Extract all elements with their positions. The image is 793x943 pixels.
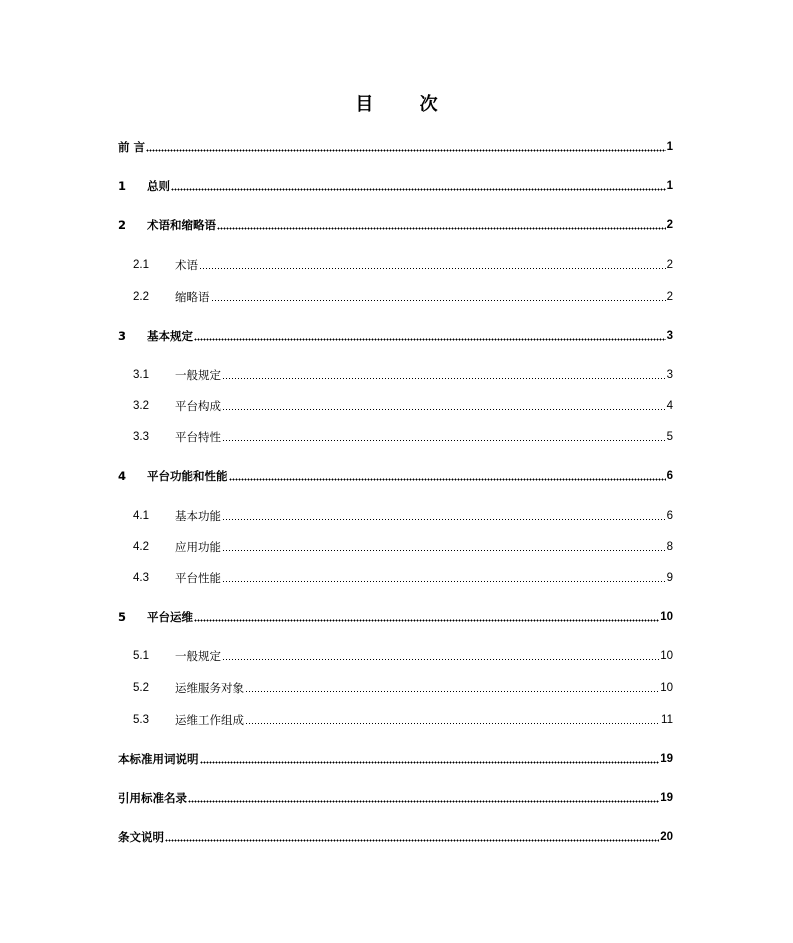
- toc-entry-page-number: 4: [666, 400, 673, 412]
- toc-entry[interactable]: [118, 138, 673, 156]
- toc-entry[interactable]: [133, 569, 673, 587]
- toc-entry[interactable]: [133, 507, 673, 525]
- toc-entry-number: 2: [118, 218, 127, 232]
- toc-entry-label: 基本规定: [147, 329, 193, 343]
- toc-entry[interactable]: [118, 467, 673, 485]
- toc-entry[interactable]: [133, 288, 673, 306]
- toc-entry[interactable]: [118, 216, 673, 234]
- toc-entry-label: 一般规定: [175, 368, 221, 382]
- toc-entry-page-number: 19: [660, 753, 673, 765]
- toc-entry-number: 4.3: [133, 572, 149, 584]
- dot-leader: [199, 266, 666, 270]
- dot-leader: [245, 721, 660, 725]
- toc-entry-label: 术语和缩略语: [147, 218, 216, 232]
- toc-entry[interactable]: [118, 608, 673, 626]
- toc-entry-label: 运维服务对象: [175, 681, 244, 695]
- toc-entry-label: 基本功能: [175, 509, 221, 523]
- toc-entry[interactable]: [118, 750, 673, 768]
- toc-entry-label: 缩略语: [175, 290, 210, 304]
- toc-entry[interactable]: [133, 647, 673, 665]
- toc-entry-page-number: 9: [666, 572, 673, 584]
- toc-entry-label: 应用功能: [175, 540, 221, 554]
- toc-entry-page-number: 6: [666, 470, 673, 482]
- dot-leader: [222, 438, 666, 442]
- toc-entry-number: 5: [118, 610, 127, 624]
- toc-entry-number: 3.3: [133, 431, 149, 443]
- toc-entry-number: 4: [118, 469, 127, 483]
- dot-leader: [194, 337, 666, 341]
- toc-entry-label: 运维工作组成: [175, 713, 244, 727]
- toc-entry-page-number: 5: [666, 431, 673, 443]
- toc-entry[interactable]: [133, 538, 673, 556]
- toc-entry-number: 3.2: [133, 400, 149, 412]
- dot-leader: [200, 760, 660, 764]
- toc-entry-number: 4.1: [133, 510, 149, 522]
- toc-entry-number: 3: [118, 329, 127, 343]
- toc-entry-page-number: 11: [661, 714, 673, 726]
- toc-entry-page-number: 3: [666, 369, 673, 381]
- toc-entry-label: 术语: [175, 258, 198, 272]
- toc-entry-page-number: 8: [666, 541, 673, 553]
- dot-leader: [222, 579, 666, 583]
- toc-entry[interactable]: [133, 256, 673, 274]
- toc-entry[interactable]: [133, 679, 673, 697]
- toc-entry-label: 引用标准名录: [118, 791, 187, 805]
- toc-entry-page-number: 2: [666, 259, 673, 271]
- toc-entry-label: 平台运维: [147, 610, 193, 624]
- toc-entry-label: 总则: [147, 179, 170, 193]
- toc-title: 目 次: [355, 94, 458, 115]
- toc-entry-page-number: 6: [666, 510, 673, 522]
- toc-entry-page-number: 10: [660, 682, 673, 694]
- toc-entry[interactable]: [133, 428, 673, 446]
- toc-entry-label: 平台性能: [175, 571, 221, 585]
- toc-entry-label: 前 言: [118, 140, 146, 154]
- dot-leader: [222, 548, 666, 552]
- toc-entry-page-number: 2: [666, 291, 673, 303]
- toc-entry-page-number: 1: [666, 141, 673, 153]
- dot-leader: [171, 187, 666, 191]
- toc-entry[interactable]: [133, 397, 673, 415]
- toc-entry-label: 条文说明: [118, 830, 164, 844]
- toc-entry[interactable]: [118, 828, 673, 846]
- toc-entry-page-number: 3: [666, 330, 673, 342]
- toc-entry[interactable]: [133, 366, 673, 384]
- dot-leader: [165, 838, 659, 842]
- dot-leader: [222, 657, 659, 661]
- toc-entry-number: 1: [118, 179, 127, 193]
- toc-entry-label: 本标准用词说明: [118, 752, 199, 766]
- toc-entry-number: 2.1: [133, 259, 149, 271]
- dot-leader: [222, 376, 666, 380]
- toc-entry-number: 3.1: [133, 369, 149, 381]
- dot-leader: [217, 226, 666, 230]
- dot-leader: [222, 517, 666, 521]
- toc-entry-page-number: 2: [666, 219, 673, 231]
- toc-entry[interactable]: [118, 177, 673, 195]
- toc-entry-label: 平台构成: [175, 399, 221, 413]
- dot-leader: [188, 799, 659, 803]
- toc-entry-page-number: 19: [660, 792, 673, 804]
- dot-leader: [222, 407, 666, 411]
- toc-entry-page-number: 1: [666, 180, 673, 192]
- toc-entry-page-number: 10: [660, 650, 673, 662]
- dot-leader: [245, 689, 659, 693]
- toc-entry-number: 5.1: [133, 650, 149, 662]
- toc-entry-number: 2.2: [133, 291, 149, 303]
- dot-leader: [146, 148, 666, 152]
- toc-entry-number: 5.2: [133, 682, 149, 694]
- toc-entry[interactable]: [118, 327, 673, 345]
- toc-entry-number: 5.3: [133, 714, 149, 726]
- toc-entry-page-number: 10: [660, 611, 673, 623]
- toc-entry-label: 平台功能和性能: [147, 469, 228, 483]
- toc-entry-number: 4.2: [133, 541, 149, 553]
- toc-entry-page-number: 20: [660, 831, 673, 843]
- dot-leader: [229, 477, 666, 481]
- dot-leader: [211, 298, 666, 302]
- toc-entry[interactable]: [133, 711, 673, 729]
- toc-entry[interactable]: [118, 789, 673, 807]
- toc-entry-label: 平台特性: [175, 430, 221, 444]
- dot-leader: [194, 618, 659, 622]
- toc-entry-label: 一般规定: [175, 649, 221, 663]
